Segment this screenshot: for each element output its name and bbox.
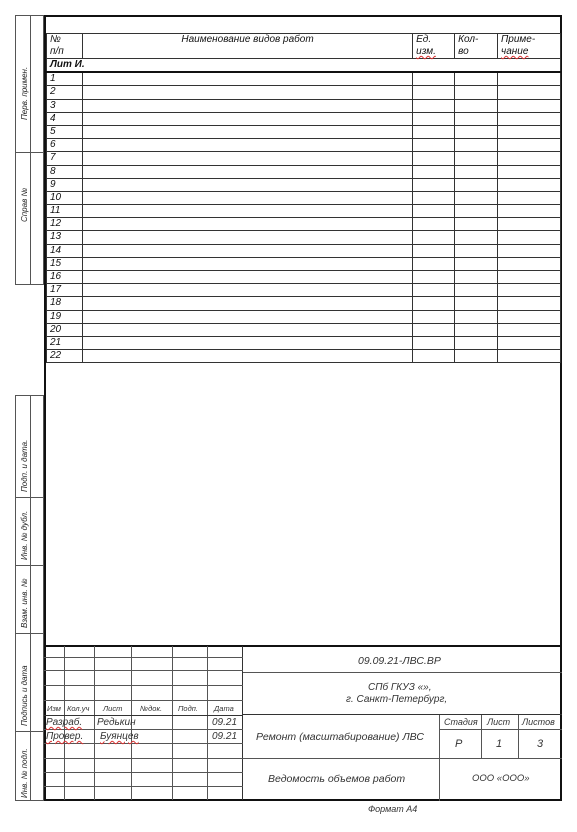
row-note [498, 231, 561, 244]
row-qty [455, 231, 498, 244]
row-number: 10 [47, 191, 83, 204]
side-label-vzam-inv: Взам. инв. № [20, 578, 29, 628]
row-qty [455, 257, 498, 270]
row-note [498, 323, 561, 336]
row-unit [413, 205, 455, 218]
table-row [47, 165, 561, 178]
table-row [47, 112, 561, 125]
row-work-name [82, 218, 412, 231]
row-qty [455, 191, 498, 204]
format-label: Формат А4 [368, 804, 418, 814]
row-qty [455, 86, 498, 99]
row-number: 17 [47, 284, 83, 297]
stamp-right-h3 [439, 729, 562, 730]
row-number: 4 [47, 112, 83, 125]
stamp-date-prover: 09.21 [212, 731, 238, 742]
row-number: 7 [47, 152, 83, 165]
stamp-hline-1 [44, 657, 243, 658]
stamp-right-v1 [439, 715, 440, 801]
row-qty [455, 284, 498, 297]
stamp-role-razrab: Разраб. [46, 717, 83, 728]
side-label-perv-primen: Перв. примен. [20, 66, 29, 120]
row-number: 8 [47, 165, 83, 178]
stamp-hline-4 [44, 700, 243, 701]
row-work-name [82, 178, 412, 191]
row-qty [455, 125, 498, 138]
side-sep-3 [15, 633, 44, 634]
row-qty [455, 205, 498, 218]
stamp-right-h4 [243, 758, 562, 759]
row-note [498, 139, 561, 152]
stamp-name-prover: Буянцев [100, 731, 139, 742]
row-unit [413, 284, 455, 297]
stamp-role-prover: Провер. [46, 731, 84, 742]
row-work-name [82, 244, 412, 257]
row-unit [413, 125, 455, 138]
side-label-inv-podl: Инв. № подл. [20, 748, 29, 798]
row-note [498, 350, 561, 363]
row-work-name [82, 336, 412, 349]
table-row [47, 231, 561, 244]
table-row [47, 218, 561, 231]
side-sep-2 [15, 565, 44, 566]
row-number: 15 [47, 257, 83, 270]
stamp-project: Ремонт (масштабирование) ЛВС [256, 731, 424, 743]
row-number: 5 [47, 125, 83, 138]
row-qty [455, 72, 498, 86]
row-number: 20 [47, 323, 83, 336]
stamp-sheet-value: 1 [496, 738, 503, 750]
table-row [47, 139, 561, 152]
row-number: 13 [47, 231, 83, 244]
table-row [47, 205, 561, 218]
row-unit [413, 218, 455, 231]
table-row [47, 271, 561, 284]
row-unit [413, 86, 455, 99]
stamp-doc-title: Ведомость объемов работ [268, 773, 406, 785]
header-num: № п/п [47, 34, 83, 59]
stamp-hline-8 [44, 758, 243, 759]
table-row [47, 152, 561, 165]
row-qty [455, 297, 498, 310]
row-work-name [82, 297, 412, 310]
side-strip-bottom-divider [30, 395, 31, 801]
header-qty: Кол- во [455, 34, 498, 59]
stamp-col-kolich: Кол.уч [67, 704, 90, 713]
row-qty [455, 99, 498, 112]
row-note [498, 152, 561, 165]
row-note [498, 310, 561, 323]
table-row [47, 350, 561, 363]
table-row [47, 72, 561, 86]
row-unit [413, 139, 455, 152]
stamp-col-podp: Подп. [178, 704, 198, 713]
row-note [498, 178, 561, 191]
table-row [47, 323, 561, 336]
stamp-stage-label: Стадия [444, 717, 478, 727]
stamp-col-ndok: №док. [140, 704, 163, 713]
table-row [47, 310, 561, 323]
row-work-name [82, 152, 412, 165]
header-name: Наименование видов работ [82, 34, 412, 59]
row-number: 18 [47, 297, 83, 310]
row-qty [455, 152, 498, 165]
row-qty [455, 310, 498, 323]
row-qty [455, 336, 498, 349]
row-note [498, 336, 561, 349]
stamp-right-v2 [481, 715, 482, 758]
row-note [498, 244, 561, 257]
row-work-name [82, 231, 412, 244]
stamp-stage-value: Р [455, 738, 463, 750]
row-work-name [82, 205, 412, 218]
works-table [46, 33, 561, 363]
row-work-name [82, 72, 412, 86]
table-row [47, 257, 561, 270]
row-qty [455, 218, 498, 231]
row-note [498, 72, 561, 86]
table-row [47, 284, 561, 297]
row-number: 19 [47, 310, 83, 323]
table-body [47, 72, 561, 363]
row-unit [413, 191, 455, 204]
row-qty [455, 139, 498, 152]
side-label-inv-dubl: Инв. № дубл. [20, 510, 29, 560]
table-row [47, 297, 561, 310]
section-title: Лит И. [47, 59, 561, 73]
section-row [47, 59, 561, 73]
row-note [498, 165, 561, 178]
stamp-sheets-label: Листов [522, 717, 555, 727]
stamp-col-list: Лист [103, 704, 123, 713]
stamp-hline-3 [44, 685, 243, 686]
row-number: 6 [47, 139, 83, 152]
row-unit [413, 231, 455, 244]
stamp-sheet-label: Лист [487, 717, 511, 727]
row-work-name [82, 350, 412, 363]
stamp-hline-7 [44, 743, 243, 744]
row-unit [413, 244, 455, 257]
stamp-right-v3 [518, 715, 519, 758]
row-note [498, 297, 561, 310]
table-row [47, 178, 561, 191]
stamp-date-razrab: 09.21 [212, 717, 238, 728]
row-work-name [82, 284, 412, 297]
side-sep-1 [15, 497, 44, 498]
row-work-name [82, 112, 412, 125]
row-qty [455, 244, 498, 257]
row-unit [413, 257, 455, 270]
row-number: 1 [47, 72, 83, 86]
stamp-sheets-value: 3 [537, 738, 544, 750]
side-label-podpis-data: Подпись и дата [20, 665, 29, 726]
row-unit [413, 72, 455, 86]
table-header-row [47, 34, 561, 59]
row-note [498, 284, 561, 297]
table-row [47, 244, 561, 257]
row-unit [413, 152, 455, 165]
stamp-hline-10 [44, 786, 243, 787]
row-number: 14 [47, 244, 83, 257]
row-qty [455, 350, 498, 363]
row-note [498, 205, 561, 218]
row-qty [455, 323, 498, 336]
row-number: 11 [47, 205, 83, 218]
side-label-podp-data: Подп. и дата. [20, 439, 29, 492]
row-work-name [82, 165, 412, 178]
table-row [47, 99, 561, 112]
row-number: 3 [47, 99, 83, 112]
row-note [498, 191, 561, 204]
table-row [47, 86, 561, 99]
stamp-hline-9 [44, 772, 243, 773]
side-strip-top-divider [30, 15, 31, 285]
row-note [498, 125, 561, 138]
stamp-hline-2 [44, 670, 243, 671]
stamp-org-line2: г. Санкт-Петербург, [346, 694, 448, 705]
row-work-name [82, 257, 412, 270]
stamp-doc-code: 09.09.21-ЛВС.ВР [358, 655, 441, 667]
row-unit [413, 99, 455, 112]
row-number: 16 [47, 271, 83, 284]
side-label-sprav: Справ № [20, 187, 29, 222]
row-unit [413, 350, 455, 363]
row-note [498, 271, 561, 284]
stamp-hline-5 [44, 715, 243, 716]
row-note [498, 112, 561, 125]
row-unit [413, 336, 455, 349]
row-unit [413, 310, 455, 323]
row-work-name [82, 86, 412, 99]
stamp-col-izm: Изм [47, 704, 61, 713]
row-work-name [82, 323, 412, 336]
row-work-name [82, 139, 412, 152]
row-unit [413, 165, 455, 178]
row-qty [455, 112, 498, 125]
table-row [47, 125, 561, 138]
row-work-name [82, 271, 412, 284]
table-row [47, 336, 561, 349]
row-number: 21 [47, 336, 83, 349]
stamp-right-h1 [243, 672, 562, 673]
row-unit [413, 323, 455, 336]
side-strip-top-mid [15, 152, 44, 153]
row-qty [455, 178, 498, 191]
row-unit [413, 297, 455, 310]
row-qty [455, 271, 498, 284]
stamp-org-line1: СПб ГКУЗ «», [368, 682, 432, 693]
row-note [498, 218, 561, 231]
row-unit [413, 112, 455, 125]
row-number: 12 [47, 218, 83, 231]
stamp-hline-6 [44, 729, 243, 730]
row-qty [455, 165, 498, 178]
stamp-company: ООО «ООО» [472, 773, 530, 784]
row-work-name [82, 191, 412, 204]
row-work-name [82, 99, 412, 112]
table-row [47, 191, 561, 204]
row-work-name [82, 125, 412, 138]
row-unit [413, 178, 455, 191]
header-note: Приме- чание [498, 34, 561, 59]
stamp-right-h2 [243, 714, 562, 715]
stamp-name-razrab: Редькин [97, 717, 136, 728]
row-number: 22 [47, 350, 83, 363]
row-number: 9 [47, 178, 83, 191]
row-note [498, 99, 561, 112]
row-work-name [82, 310, 412, 323]
row-unit [413, 271, 455, 284]
row-number: 2 [47, 86, 83, 99]
row-note [498, 257, 561, 270]
header-unit: Ед. изм. [413, 34, 455, 59]
side-sep-4 [15, 731, 44, 732]
stamp-col-data: Дата [214, 704, 234, 713]
row-note [498, 86, 561, 99]
